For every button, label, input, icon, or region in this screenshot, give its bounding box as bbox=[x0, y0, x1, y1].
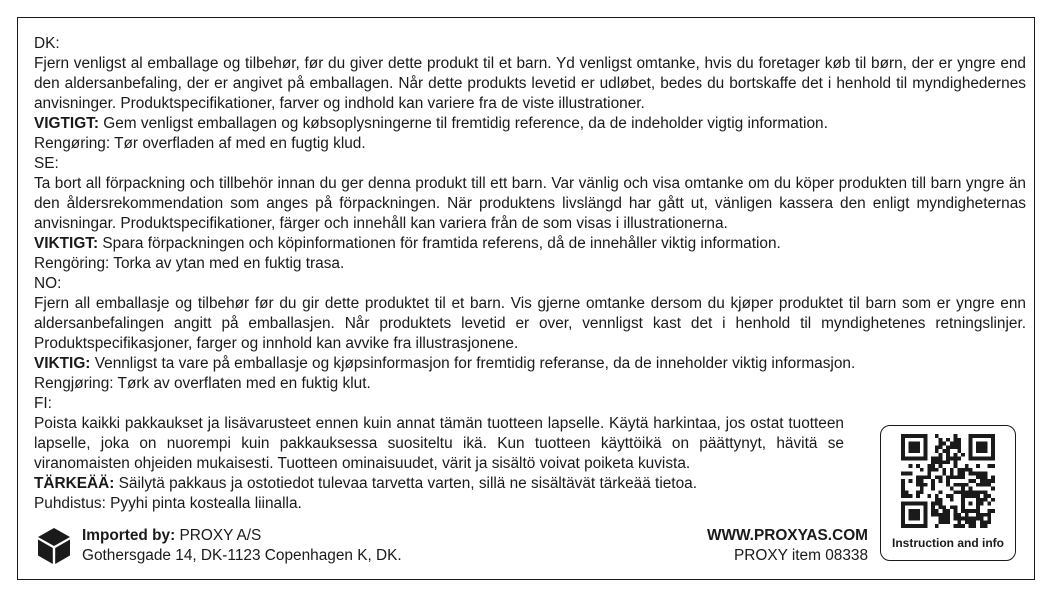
importer-name: PROXY A/S bbox=[175, 527, 262, 544]
section-fi bbox=[34, 394, 844, 514]
cleaning-line: Puhdistus: Pyyhi pinta kostealla liinalla. bbox=[34, 495, 302, 512]
important-label: TÄRKEÄÄ: bbox=[34, 475, 115, 492]
importer-address: Gothersgade 14, DK-1123 Copenhagen K, DK. bbox=[82, 547, 402, 564]
language-code: SE: bbox=[34, 155, 59, 172]
imported-label: Imported by: bbox=[82, 527, 176, 544]
instructions-text bbox=[34, 34, 1026, 514]
website-url: WWW.PROXYAS.COM bbox=[706, 527, 868, 544]
section-body: Poista kaikki pakkaukset ja lisävarusteet ennen kuin annat tämän tuotteen lapselle. Käytä harkintaa, jos ostat tuotteen lapselle, joka on nuorempi kuin pakkauksessa suositeltu ikä. Kun tuotteen käyttöikä on päättynyt, hävitä se viranomaisten ohjeiden mukaisesti. Tuotteen ominaisuudet, värit ja sisältö voivat poiketa kuvista. bbox=[34, 415, 844, 472]
footer bbox=[36, 524, 1016, 568]
important-line bbox=[34, 474, 844, 494]
qr-caption: Instruction and info bbox=[892, 536, 1004, 550]
cleaning-line: Rengöring: Torka av ytan med en fuktig trasa. bbox=[34, 255, 345, 272]
importer-line bbox=[82, 526, 402, 546]
section-dk bbox=[34, 34, 1026, 154]
important-text: Gem venligst emballagen og købsoplysningerne til fremtidig reference, da de indeholder vigtig information. bbox=[98, 115, 828, 132]
language-code: NO: bbox=[34, 275, 62, 292]
important-label: VIKTIGT: bbox=[34, 235, 99, 252]
label-frame bbox=[17, 17, 1035, 580]
website-info bbox=[707, 526, 868, 566]
box-icon bbox=[36, 526, 72, 566]
important-line bbox=[34, 114, 1026, 134]
language-code: DK: bbox=[34, 35, 60, 52]
section-no bbox=[34, 274, 1026, 394]
important-text: Spara förpackningen och köpinformationen för framtida referens, då de innehåller viktig information. bbox=[98, 235, 781, 252]
cleaning-line: Rengøring: Tør overfladen af med en fugtig klud. bbox=[34, 135, 366, 152]
section-body: Ta bort all förpackning och tillbehör innan du ger denna produkt till ett barn. Var vänlig och visa omtanke om du köper produkten till barn yngre än den åldersrekommendation som anges på förpackningen. När produktens livslängd har gått ut, vänligen kassera den enligt myndigheternas anvisningar. Produktspecifikationer, färger och innehåll kan variera från de som visas i illustrationerna. bbox=[34, 175, 1026, 232]
important-line bbox=[34, 234, 1026, 254]
cleaning-line: Rengjøring: Tørk av overflaten med en fuktig klut. bbox=[34, 375, 371, 392]
qr-code-icon bbox=[901, 434, 995, 528]
section-body: Fjern all emballasje og tilbehør før du gir dette produktet til et barn. Vis gjerne omtanke dersom du kjøper produktet til barn som er yngre enn aldersanbefalingen angitt på emballasjen. Når produktets levetid er over, vennligst kast det i henhold til myndighetenes retningslinjer. Produktspecifikasjoner, farger og innhold kan avvike fra illustrasjonene. bbox=[34, 295, 1026, 352]
important-label: VIGTIGT: bbox=[34, 115, 99, 132]
important-label: VIKTIG: bbox=[34, 355, 91, 372]
important-text: Vennligst ta vare på emballasje og kjøpsinformasjon for fremtidig referanse, da de inneholder viktig informasjon. bbox=[90, 355, 856, 372]
important-line bbox=[34, 354, 1026, 374]
section-body: Fjern venligst al emballage og tilbehør, før du giver dette produkt til et barn. Yd venligst omtanke, hvis du foretager køb til børn, der er yngre end den aldersanbefaling, der er angivet på emballagen. Når dette produkts levetid er udløbet, bedes du bortskaffe det i henhold til myndighedernes anvisninger. Produktspecifikationer, farver og indhold kan variere fra de viste illustrationer. bbox=[34, 55, 1026, 112]
qr-box bbox=[880, 425, 1016, 561]
section-se bbox=[34, 154, 1026, 274]
important-text: Säilytä pakkaus ja ostotiedot tulevaa tarvetta varten, sillä ne sisältävät tärkeää tietoa. bbox=[114, 475, 697, 492]
item-number: PROXY item 08338 bbox=[733, 547, 868, 564]
importer-info bbox=[82, 526, 402, 566]
language-code: FI: bbox=[34, 395, 52, 412]
